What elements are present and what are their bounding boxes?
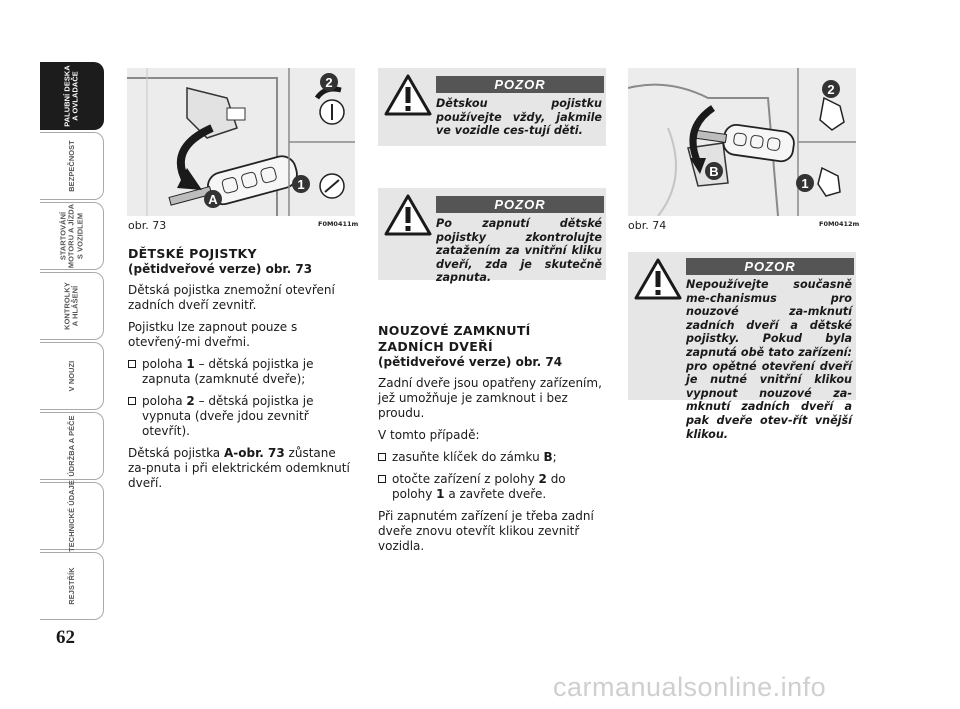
tab-label: STARTOVÁNÍ MOTORU A JÍZDA S VOZIDLEM (57, 203, 84, 269)
tab-technicke-udaje[interactable] (40, 482, 104, 550)
tab-udrzba[interactable] (40, 412, 104, 480)
bullet-box-icon (378, 453, 386, 461)
section-emergency-lock (378, 323, 608, 561)
chapter-tabs (40, 62, 106, 622)
warning-box-3 (628, 252, 856, 441)
bullet-box-icon (128, 397, 136, 405)
tab-label: ÚDRŽBA A PÉČE (66, 415, 76, 477)
paragraph: V tomto případě: (378, 428, 480, 442)
tab-label: PALUBNÍ DESKA A OVLADAČE (62, 65, 80, 127)
bullet-box-icon (378, 475, 386, 483)
paragraph: Při zapnutém zařízení je třeba zadní dveře znovu otevřít klikou zevnitř vozidla. (378, 509, 594, 553)
callout-b: B (709, 164, 719, 179)
figure-73-illustration (127, 68, 355, 216)
list-item: poloha 2 – dětská pojistka je vypnuta (dveře jdou zevnitř otevřít). (128, 394, 356, 439)
tab-label: REJSTŘÍK (66, 567, 76, 605)
tab-label: TECHNICKÉ ÚDAJE (66, 480, 76, 552)
list-item: poloha 1 – dětská pojistka je zapnuta (zamknuté dveře); (128, 357, 356, 387)
callout-1: 1 (297, 177, 305, 192)
section-subtitle: (pětidveřové verze) obr. 74 (378, 355, 563, 369)
warning-text: Po zapnutí dětské pojistky zkontrolujte zatažením za vnitřní kliku dveří, zda je skutečně zapnuta. (436, 217, 602, 285)
callout-1: 1 (801, 176, 809, 191)
callout-a: A (208, 192, 218, 207)
list-item: zasuňte klíček do zámku B; (378, 450, 608, 465)
callout-2: 2 (827, 82, 835, 97)
figure-73-caption: obr. 73 (128, 219, 167, 232)
figure-74-code: F0M0412m (819, 220, 860, 228)
paragraph: Dětská pojistka znemožní otevření zadních dveří zevnitř. (128, 283, 335, 312)
section-title: NOUZOVÉ ZAMKNUTÍ (378, 323, 531, 338)
tab-rejstrik[interactable] (40, 552, 104, 620)
tab-v-nouzi[interactable] (40, 342, 104, 410)
figure-73-code: F0M0411m (318, 220, 359, 228)
section-title: DĚTSKÉ POJISTKY (128, 246, 257, 261)
warning-box-2 (378, 188, 606, 285)
bullet-box-icon (128, 360, 136, 368)
figure-74-caption: obr. 74 (628, 219, 667, 232)
warning-box-1 (378, 68, 606, 146)
tab-bezpecnost[interactable] (40, 132, 104, 200)
page-number: 62 (56, 627, 75, 648)
warning-text: Dětskou pojistku používejte vždy, jakmile ve vozidle ces-tují děti. (436, 97, 602, 138)
paragraph: Pojistku lze zapnout pouze s otevřený-mi dveřmi. (128, 320, 298, 349)
figure-74-illustration (628, 68, 856, 216)
tab-startovani[interactable] (40, 202, 104, 270)
section-child-locks (128, 246, 356, 498)
tab-label: BEZPEČNOST (66, 140, 76, 192)
list-item: otočte zařízení z polohy 2 do polohy 1 a zavřete dveře. (378, 472, 608, 502)
callout-2: 2 (325, 75, 333, 90)
warning-label: POZOR (686, 258, 854, 275)
paragraph: Zadní dveře jsou opatřeny zařízením, jež umožňuje je zamknout i bez proudu. (378, 376, 602, 420)
warning-label: POZOR (436, 196, 604, 213)
warning-text: Nepoužívejte současně me-chanismus pro nouzové za-mknutí zadních dveří a dětské pojistky. Pokud byla zapnutá obě tato zařízení: pro opětné otevření dveří je nutné vnitřní klikou vypnout nouzové za-mknutí zadních dveří a pak dveře otev-řít vnější klikou. (686, 278, 852, 441)
section-title: ZADNÍCH DVEŘÍ (378, 339, 493, 354)
warning-label: POZOR (436, 76, 604, 93)
tab-palubni-deska[interactable] (40, 62, 104, 130)
section-subtitle: (pětidveřové verze) obr. 73 (128, 262, 313, 276)
tab-kontrolky[interactable] (40, 272, 104, 340)
tab-label: V NOUZI (66, 360, 76, 392)
paragraph: Dětská pojistka A-obr. 73 zůstane za-pnuta i při elektrickém odemknutí dveří. (128, 446, 350, 490)
watermark: carmanualsonline.info (553, 672, 827, 702)
tab-label: KONTROLKY A HLÁŠENÍ (62, 282, 80, 330)
